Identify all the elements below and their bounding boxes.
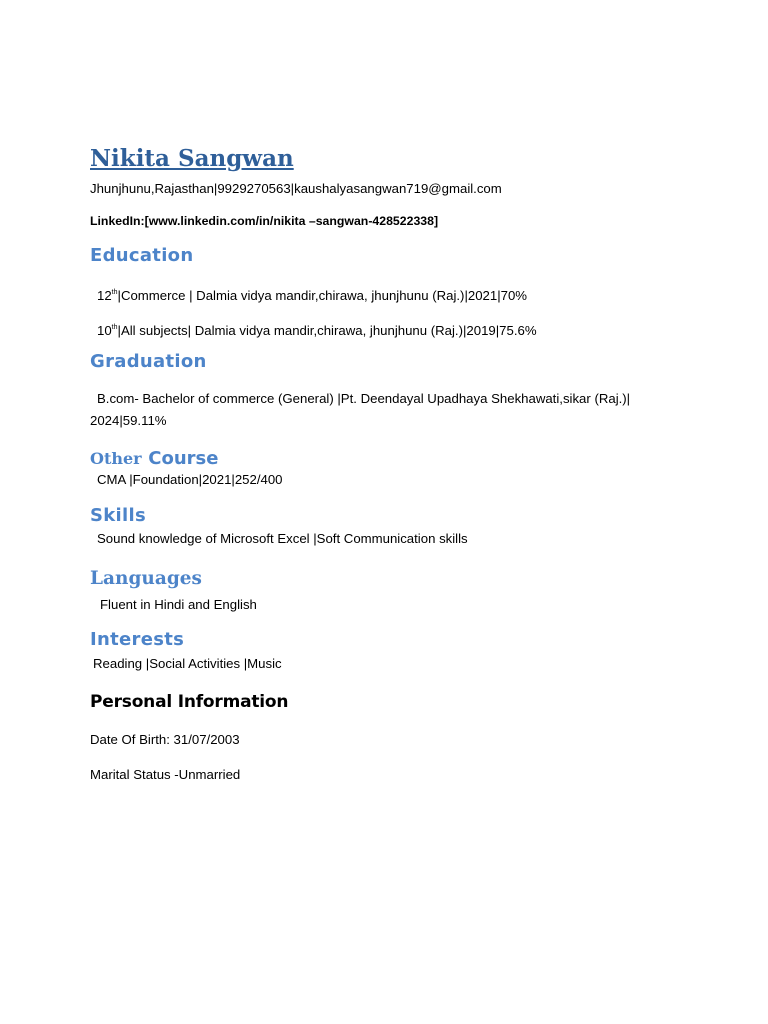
contact-line: Jhunjhunu,Rajasthan|9929270563|kaushalyasangwan719@gmail.com: [90, 181, 502, 196]
skills-heading: Skills: [90, 505, 146, 526]
other-course-heading: [90, 445, 218, 471]
other-course-line: CMA |Foundation|2021|252/400: [97, 472, 283, 487]
education-heading: Education: [90, 245, 194, 266]
skills-line: Sound knowledge of Microsoft Excel |Soft Communication skills: [97, 531, 468, 546]
other-course-heading-part2: Course: [148, 448, 219, 469]
interests-heading: Interests: [90, 629, 185, 650]
languages-heading: Languages: [90, 568, 202, 589]
edu-12-rest: |Commerce | Dalmia vidya mandir,chirawa, jhunjhunu (Raj.)|2021|70%: [117, 288, 528, 303]
edu-12-num: 12: [97, 288, 112, 303]
graduation-heading: Graduation: [90, 351, 207, 372]
edu-10-rest: |All subjects| Dalmia vidya mandir,chirawa, jhunjhunu (Raj.)|2019|75.6%: [117, 323, 537, 338]
marital-status-line: Marital Status -Unmarried: [90, 767, 241, 782]
personal-info-heading: Personal Information: [90, 692, 289, 712]
dob-line: Date Of Birth: 31/07/2003: [90, 732, 240, 747]
edu-10-num: 10: [97, 323, 112, 338]
edu-12-sup: th: [111, 289, 118, 296]
education-row-12th: [97, 282, 527, 307]
languages-line: Fluent in Hindi and English: [100, 597, 257, 612]
graduation-line-1: B.com- Bachelor of commerce (General) |Pt. Deendayal Upadhaya Shekhawati,sikar (Raj.)|: [97, 391, 631, 406]
edu-10-sup: th: [111, 324, 118, 331]
interests-line: Reading |Social Activities |Music: [93, 656, 282, 671]
linkedin-line: LinkedIn:[www.linkedin.com/in/nikita –sangwan-428522338]: [90, 214, 439, 228]
other-course-heading-part1: Other: [90, 449, 142, 468]
graduation-line-2: 2024|59.11%: [90, 413, 167, 428]
education-row-10th: [97, 317, 537, 342]
candidate-name: Nikita Sangwan: [90, 145, 294, 172]
